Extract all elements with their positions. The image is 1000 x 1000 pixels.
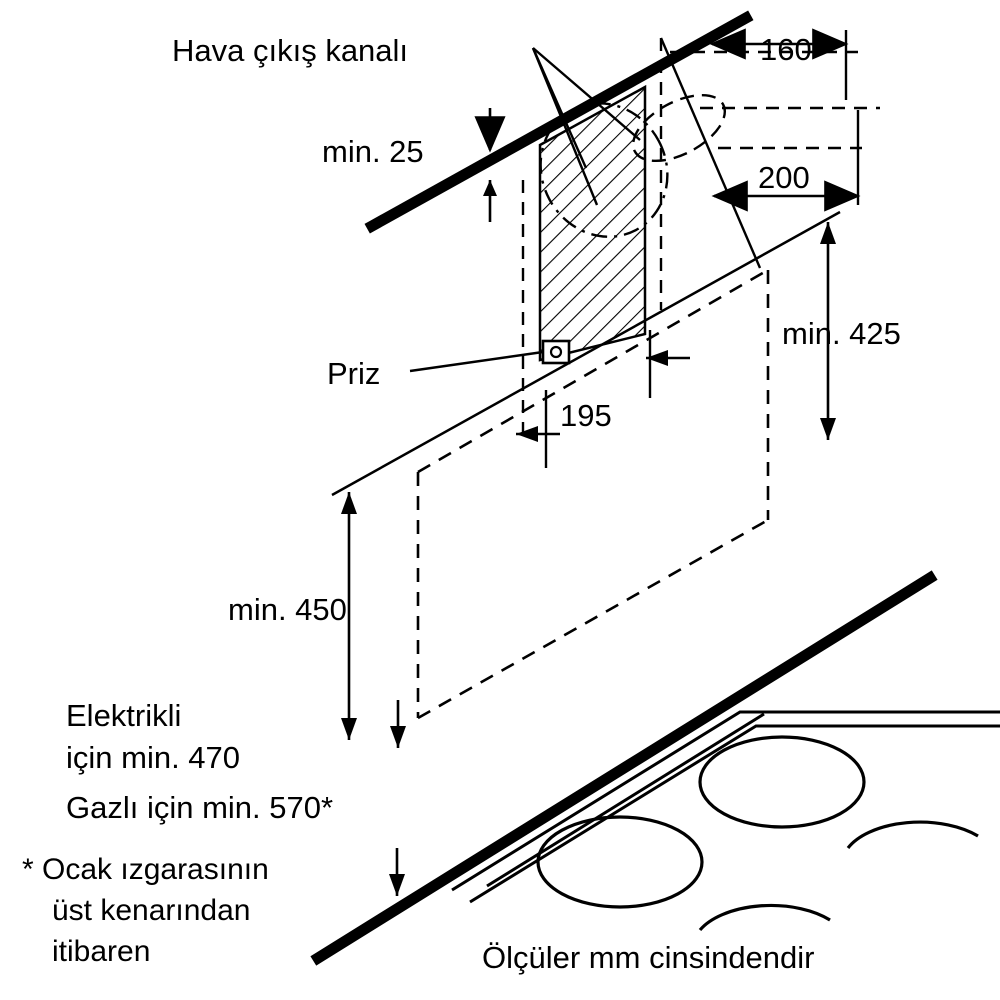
label-dim-160: 160 xyxy=(760,32,812,67)
label-min-450: min. 450 xyxy=(228,592,347,627)
label-gas-line: Gazlı için min. 570* xyxy=(66,790,334,825)
label-min-25: min. 25 xyxy=(322,134,424,169)
label-footnote-line1: * Ocak ızgarasının xyxy=(22,853,269,886)
label-electric-line2: için min. 470 xyxy=(66,740,241,775)
label-dim-200: 200 xyxy=(758,160,810,195)
label-footnote-line3: itibaren xyxy=(52,935,151,968)
label-units-note: Ölçüler mm cinsindendir xyxy=(482,940,815,975)
label-footnote-line2: üst kenarından xyxy=(52,894,251,927)
dimension-min-570-arrow xyxy=(389,848,405,896)
label-min-425: min. 425 xyxy=(782,316,901,351)
socket-symbol xyxy=(410,341,569,371)
cooktop xyxy=(318,578,1000,958)
label-socket: Priz xyxy=(327,356,381,391)
dimension-min-470 xyxy=(390,700,406,748)
label-dim-195: 195 xyxy=(560,398,612,433)
label-electric-line1: Elektrikli xyxy=(66,698,182,733)
label-air-duct: Hava çıkış kanalı xyxy=(172,33,409,68)
